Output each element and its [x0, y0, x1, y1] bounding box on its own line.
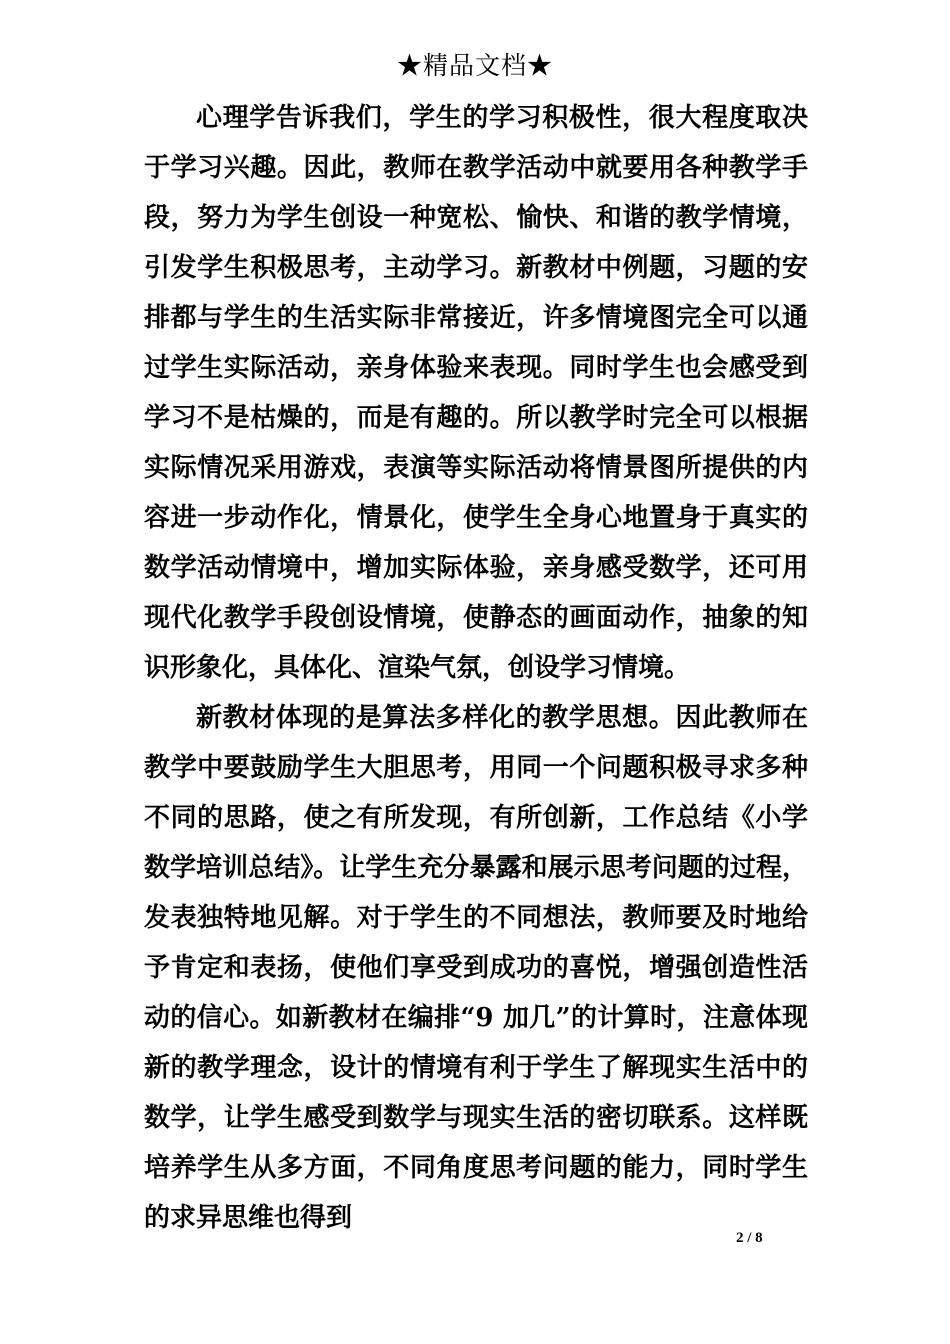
paragraph: 新教材体现的是算法多样化的教学思想。因此教师在教学中要鼓励学生大胆思考，用同一个问题积极寻求多种不同的思路，使之有所发现，有所创新，工作总结《小学数学培训总结》。让学生充分暴露和展示思考问题的过程，发表独特地见解。对于学生的不同想法，教师要及时地给予肯定和表扬，使他们享受到成功的喜悦，增强创造性活动的信心。如新教材在编排“9 加几”的计算时，注意体现新的教学理念，设计的情境有利于学生了解现实生活中的数学，让学生感受到数学与现实生活的密切联系。这样既培养学生从多方面，不同角度思考问题的能力，同时学生的求异思维也得到 [144, 703, 808, 1233]
document-body [144, 93, 808, 1243]
page-header: ★精品文档★ [396, 51, 553, 80]
page-number: 2 / 8 [736, 1230, 763, 1246]
paragraph: 心理学告诉我们，学生的学习积极性，很大程度取决于学习兴趣。因此，教师在教学活动中就要用各种教学手段，努力为学生创设一种宽松、愉快、和谐的教学情境，引发学生积极思考，主动学习。新教材中例题，习题的安排都与学生的生活实际非常接近，许多情境图完全可以通过学生实际活动，亲身体验来表现。同时学生也会感受到学习不是枯燥的，而是有趣的。所以教学时完全可以根据实际情况采用游戏，表演等实际活动将情景图所提供的内容进一步动作化，情景化，使学生全身心地置身于真实的数学活动情境中，增加实际体验，亲身感受数学，还可用现代化教学手段创设情境，使静态的画面动作，抽象的知识形象化，具体化、渲染气氛，创设学习情境。 [144, 103, 808, 683]
